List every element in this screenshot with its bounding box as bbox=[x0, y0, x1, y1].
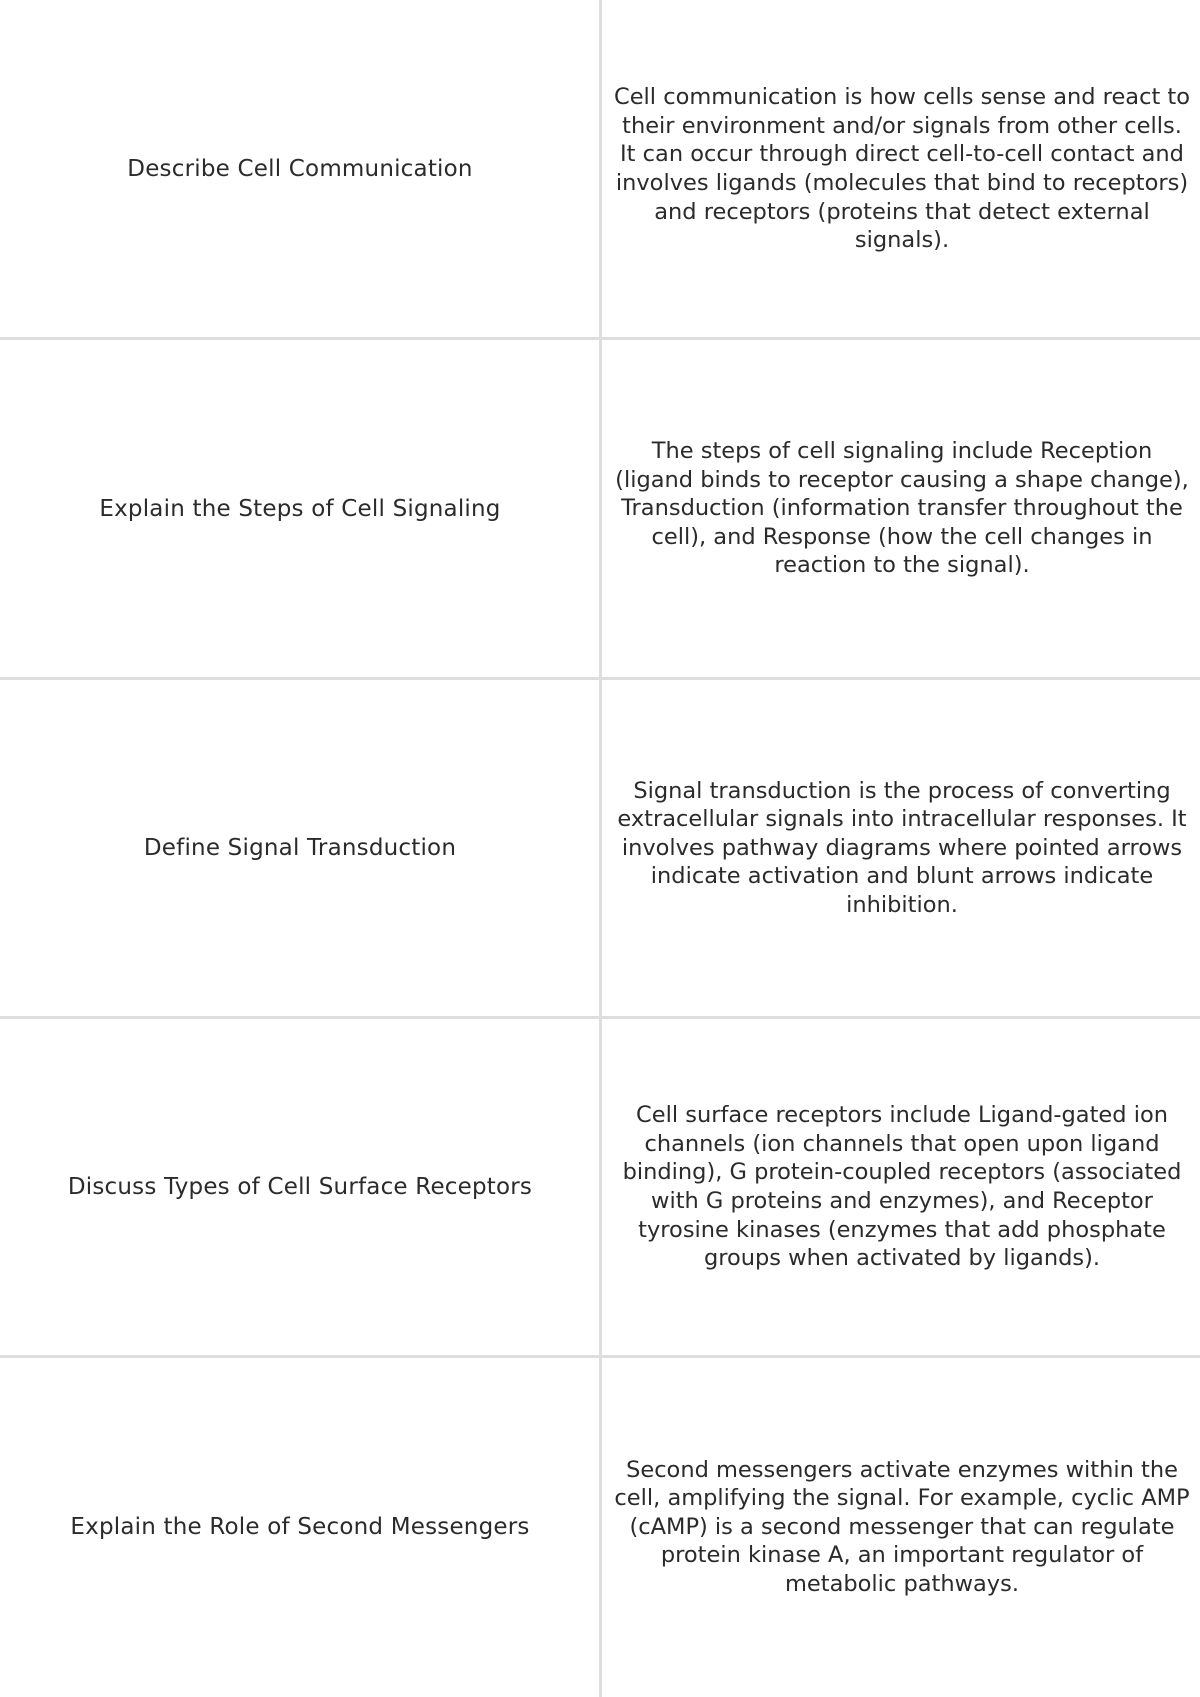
card-definition-text: Second messengers activate enzymes within the cell, amplifying the signal. For example, cyclic AMP (cAMP) is a second messenger that can regulate protein kinase A, an important regulator of metabolic pathways. bbox=[614, 1456, 1190, 1597]
card-term bbox=[0, 1018, 600, 1356]
card-term-text: Explain the Role of Second Messengers bbox=[70, 1514, 530, 1540]
card-term bbox=[0, 0, 600, 338]
card-term bbox=[0, 339, 600, 678]
card-definition-text: Cell communication is how cells sense and react to their environment and/or signals from other cells. It can occur through direct cell-to-cell contact and involves ligands (molecules that bind to receptors) and receptors (proteins that detect external signals). bbox=[614, 84, 1191, 254]
card-definition bbox=[600, 1018, 1200, 1356]
card-term bbox=[0, 679, 600, 1017]
card-definition-text: The steps of cell signaling include Reception (ligand binds to receptor causing a shape change), Transduction (information transfer throughout the cell), and Response (how the cell changes in reaction to the signal). bbox=[615, 438, 1189, 579]
card-definition bbox=[600, 339, 1200, 678]
card-term-text: Describe Cell Communication bbox=[127, 156, 473, 182]
card-definition bbox=[600, 1357, 1200, 1697]
card-definition-text: Cell surface receptors include Ligand-gated ion channels (ion channels that open upon ligand binding), G protein-coupled receptors (associated with G proteins and enzymes), and Receptor tyrosine kinases (enzymes that add phosphate groups when activated by ligands). bbox=[622, 1102, 1182, 1272]
card-definition-text: Signal transduction is the process of converting extracellular signals into intracellular responses. It involves pathway diagrams where pointed arrows indicate activation and blunt arrows indicate inhibition. bbox=[617, 777, 1187, 918]
column-divider bbox=[599, 0, 602, 1697]
card-term bbox=[0, 1357, 600, 1697]
card-definition bbox=[600, 679, 1200, 1017]
card-term-text: Define Signal Transduction bbox=[143, 835, 457, 861]
card-term-text: Discuss Types of Cell Surface Receptors bbox=[67, 1174, 533, 1200]
card-definition bbox=[600, 0, 1200, 338]
card-term-text: Explain the Steps of Cell Signaling bbox=[99, 495, 501, 522]
